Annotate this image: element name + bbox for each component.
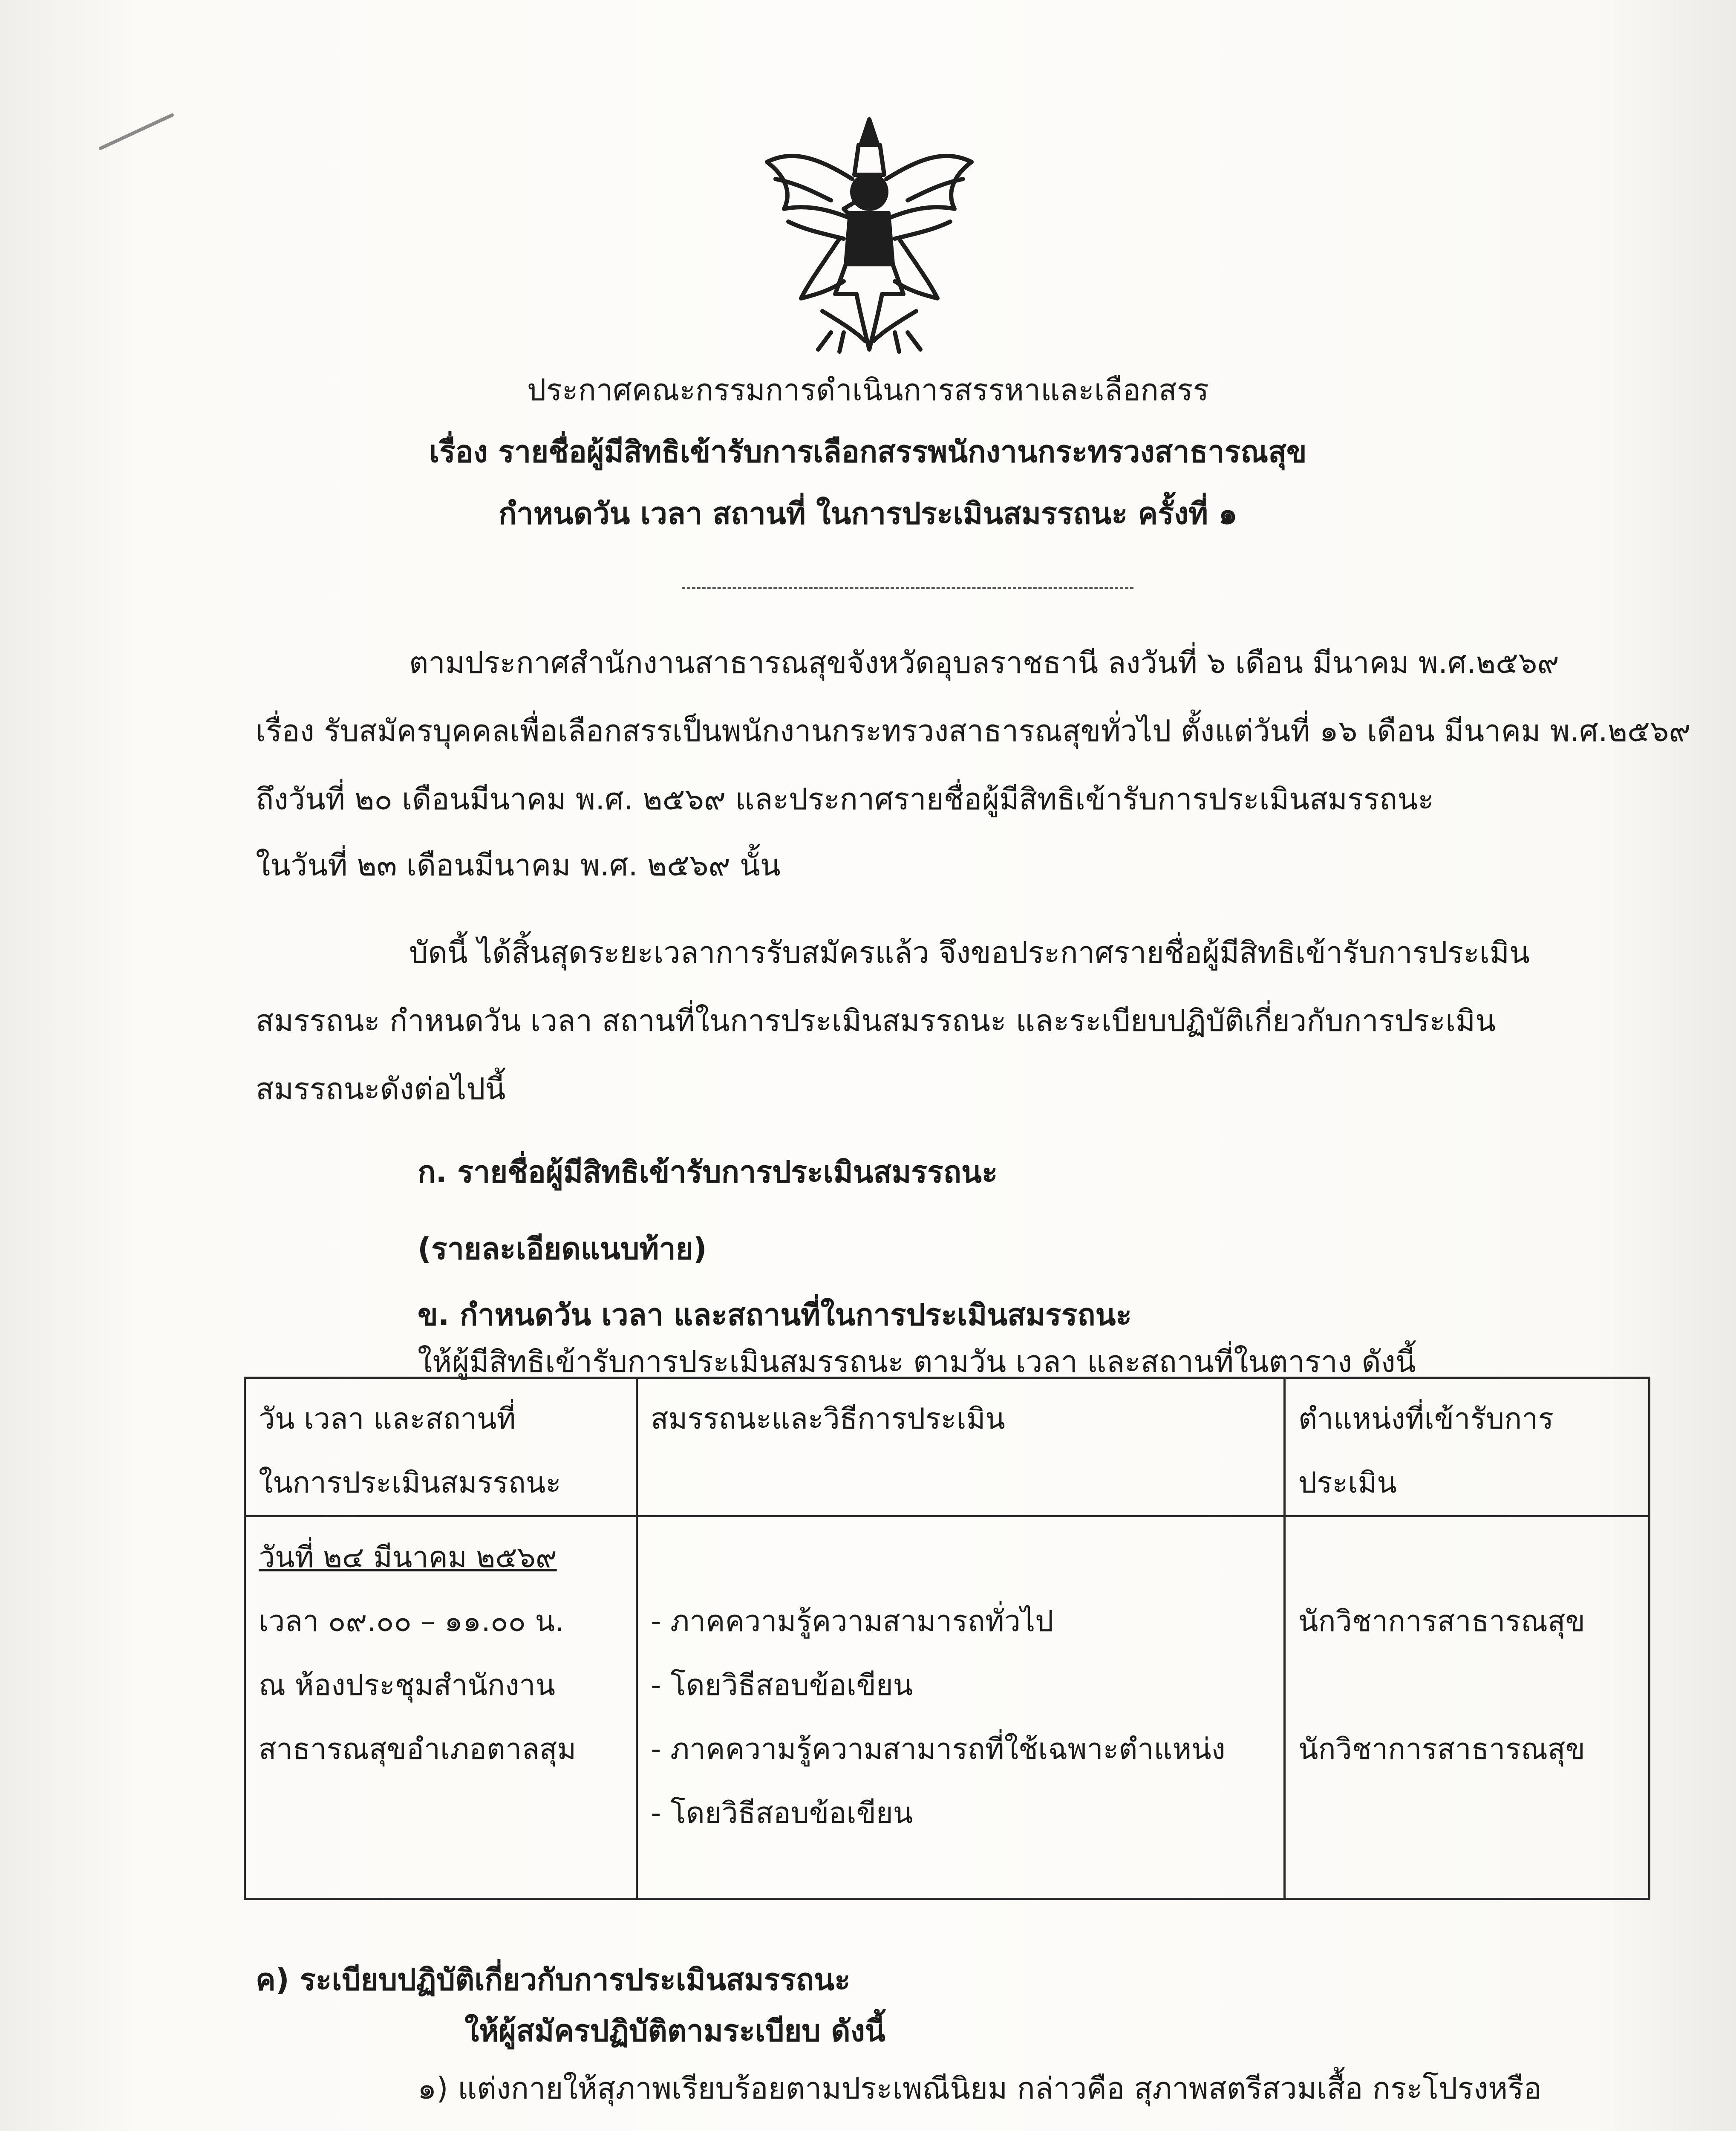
section-c-heading: ค) ระเบียบปฏิบัติเกี่ยวกับการประเมินสมรรถนะ [256,1962,851,1997]
position-item: นักวิชาการสาธารณสุข [1298,1733,1586,1766]
intro-line-1: ตามประกาศสำนักงานสาธารณสุขจังหวัดอุบลราชธานี ลงวันที่ ๖ เดือน มีนาคม พ.ศ.๒๕๖๙ [409,645,1559,680]
section-a-heading: ก. รายชื่อผู้มีสิทธิเข้ารับการประเมินสมรรถนะ [418,1155,998,1190]
exam-date: วันที่ ๒๔ มีนาคม ๒๕๖๙ [259,1541,557,1574]
header-competency [637,1378,1285,1516]
header-position-line-2: ประเมิน [1298,1466,1397,1500]
exam-place-line-1: ณ ห้องประชุมสำนักงาน [259,1669,555,1702]
table-row [245,1516,1649,1899]
garuda-emblem-icon [758,111,980,358]
cell-date-place [245,1516,637,1899]
header-position [1285,1378,1649,1516]
announcement-subject: เรื่อง รายชื่อผู้มีสิทธิเข้ารับการเลือกสรรพนักงานกระทรวงสาธารณสุข [429,434,1307,469]
title-divider [682,587,1133,589]
intro-line-2: เรื่อง รับสมัครบุคคลเพื่อเลือกสรรเป็นพนักงานกระทรวงสาธารณสุขทั่วไป ตั้งแต่วันที่ ๑๖ เดือน มีนาคม พ.ศ.๒๕๖๙ [256,713,1691,748]
announce-line-2: สมรรถนะ กำหนดวัน เวลา สถานที่ในการประเมินสมรรถนะ และระเบียบปฏิบัติเกี่ยวกับการประเมิน [256,1003,1496,1038]
section-c-sub: ให้ผู้สมัครปฏิบัติตามระเบียบ ดังนี้ [464,2013,885,2048]
pencil-mark [98,112,175,153]
section-a-note: (รายละเอียดแนบท้าย) [418,1231,707,1266]
rule-1-line-1: ๑) แต่งกายให้สุภาพเรียบร้อยตามประเพณีนิยม กล่าวคือ สุภาพสตรีสวมเสื้อ กระโปรงหรือ [418,2071,1542,2106]
competency-item: - โดยวิธีสอบข้อเขียน [651,1796,913,1830]
position-item: นักวิชาการสาธารณสุข [1298,1605,1586,1638]
intro-line-3: ถึงวันที่ ๒๐ เดือนมีนาคม พ.ศ. ๒๕๖๙ และประกาศรายชื่อผู้มีสิทธิเข้ารับการประเมินสมรรถนะ [256,782,1434,817]
competency-item: - ภาคความรู้ความสามารถทั่วไป [651,1605,1054,1638]
competency-item: - ภาคความรู้ความสามารถที่ใช้เฉพาะตำแหน่ง [651,1733,1226,1766]
header-date-place-line-2: ในการประเมินสมรรถนะ [259,1466,561,1500]
table-header-row [245,1378,1649,1516]
announce-line-3: สมรรถนะดังต่อไปนี้ [256,1071,506,1106]
section-b-intro: ให้ผู้มีสิทธิเข้ารับการประเมินสมรรถนะ ตามวัน เวลา และสถานที่ในตาราง ดังนี้ [418,1344,1416,1379]
announce-line-1: บัดนี้ ได้สิ้นสุดระยะเวลาการรับสมัครแล้ว จึงขอประกาศรายชื่อผู้มีสิทธิเข้ารับการประเมิน [409,935,1530,970]
section-b-heading: ข. กำหนดวัน เวลา และสถานที่ในการประเมินสมรรถนะ [418,1297,1132,1332]
cell-competency [637,1516,1285,1899]
schedule-table [244,1377,1650,1900]
cell-position [1285,1516,1649,1899]
competency-item: - โดยวิธีสอบข้อเขียน [651,1669,913,1702]
exam-place-line-2: สาธารณสุขอำเภอตาลสุม [259,1733,577,1766]
header-date-place [245,1378,637,1516]
intro-line-4: ในวันที่ ๒๓ เดือนมีนาคม พ.ศ. ๒๕๖๙ นั้น [256,848,781,883]
header-competency-label: สมรรถนะและวิธีการประเมิน [651,1402,1005,1436]
header-position-line-1: ตำแหน่งที่เข้ารับการ [1298,1402,1554,1436]
announcement-subtitle: กำหนดวัน เวลา สถานที่ ในการประเมินสมรรถนะ ครั้งที่ ๑ [499,496,1237,531]
header-date-place-line-1: วัน เวลา และสถานที่ [259,1402,516,1436]
exam-time: เวลา ๐๙.๐๐ – ๑๑.๐๐ น. [259,1605,564,1638]
announcement-title: ประกาศคณะกรรมการดำเนินการสรรหาและเลือกสรร [527,372,1209,407]
